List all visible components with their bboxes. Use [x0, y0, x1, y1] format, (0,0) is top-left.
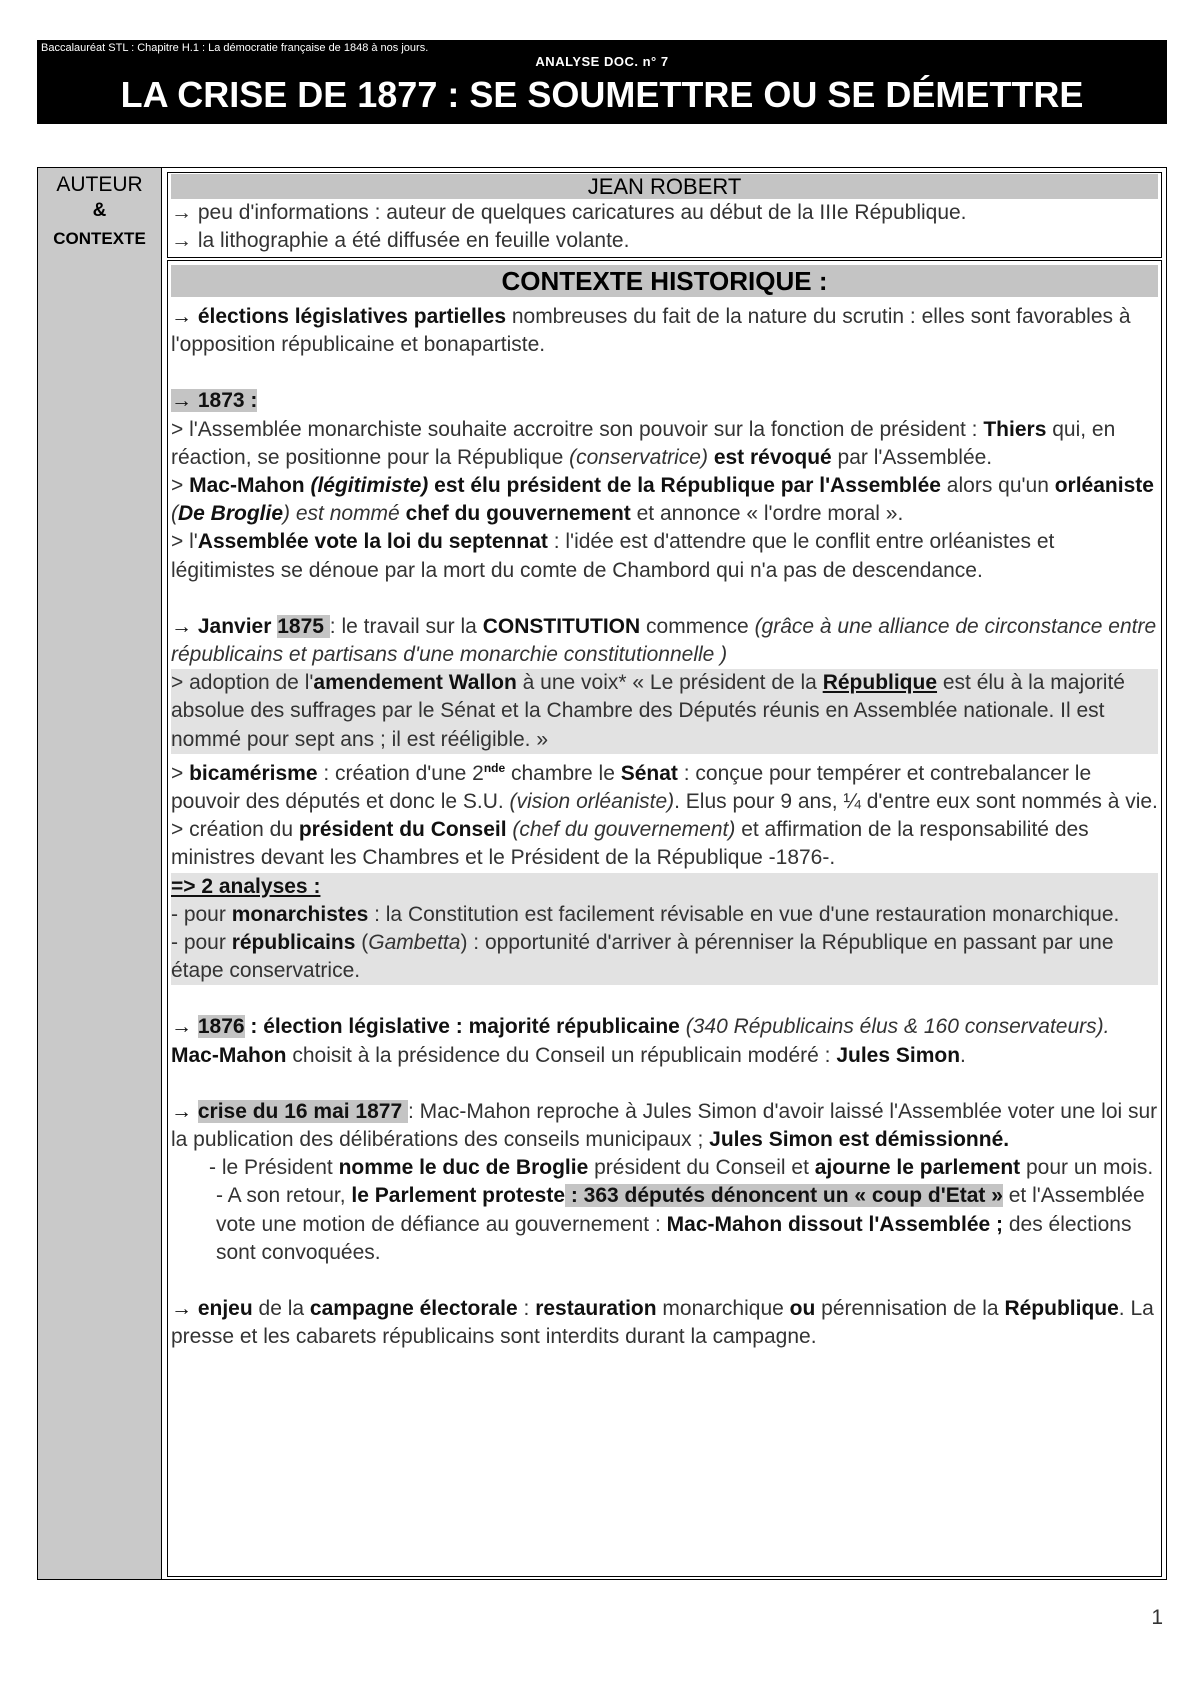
- label-context: CONTEXTE: [53, 229, 146, 248]
- campaign-stakes-paragraph: → enjeu de la campagne électorale : restauration monarchique ou pérennisation de la République. La presse et les cabarets républicains sont interdits durant la campagne.: [171, 1297, 1154, 1349]
- course-line: Baccalauréat STL : Chapitre H.1 : La démocratie française de 1848 à nos jours.: [41, 42, 429, 54]
- crisis-subpoint-parliament: - A son retour, le Parlement proteste : 363 députés dénoncent un « coup d'Etat » et l'Assemblée vote une motion de défiance au gouvernement : Mac-Mahon dissout l'Assemblée ; des élections sont convoquées.: [216, 1184, 1145, 1264]
- doc-label: ANALYSE DOC. n° 7: [535, 54, 669, 69]
- analysis-republicans: - pour républicains (Gambetta) : opportunité d'arriver à pérenniser la République en passant par une étape conservatrice.: [171, 931, 1114, 983]
- crisis-subpoint-broglie: - le Président nomme le duc de Broglie président du Conseil et ajourne le parlement pour un mois.: [209, 1156, 1154, 1180]
- author-info-line: → la lithographie a été diffusée en feuille volante.: [171, 229, 630, 252]
- historical-context-box: [167, 260, 1162, 1577]
- paragraph-bicameralism: > bicamérisme : création d'une 2nde chambre le Sénat : conçue pour tempérer et contrebalancer le pouvoir des députés et donc le S.U. (vision orléaniste). Elus pour 9 ans, ¼ d'entre eux sont nommés à vie.: [171, 760, 1158, 814]
- section-label-column: [38, 168, 162, 1579]
- page-number: 1: [1151, 1606, 1163, 1629]
- two-analyses-heading: => 2 analyses :: [171, 874, 321, 898]
- analysis-table: [37, 167, 1167, 1580]
- author-box: [167, 172, 1162, 258]
- year-1873-heading: → 1873 :: [171, 389, 258, 413]
- two-analyses-block: [171, 873, 1158, 986]
- elections-paragraph: → élections législatives partielles nombreuses du fait de la nature du scrutin : elles sont favorables à l'opposition républicaine et bonapartiste.: [171, 305, 1131, 357]
- author-name: JEAN ROBERT: [171, 174, 1158, 199]
- year-1876-paragraph: → 1876 : élection législative : majorité républicaine (340 Républicains élus & 160 conservateurs). Mac-Mahon choisit à la présidence du Conseil un républicain modéré : Jules Simon.: [171, 1015, 1110, 1067]
- document-header: [37, 40, 1167, 124]
- page-title: LA CRISE DE 1877 : SE SOUMETTRE OU SE DÉMETTRE: [120, 74, 1084, 115]
- paragraph-septennat: > l'Assemblée vote la loi du septennat : l'idée est d'attendre que le conflit entre orléanistes et légitimistes se dénoue par la mort du comte de Chambord qui n'a pas de descendance.: [171, 530, 1055, 582]
- paragraph-mac-mahon: > Mac-Mahon (légitimiste) est élu président de la République par l'Assemblée alors qu'un orléaniste (De Broglie) est nommé chef du gouvernement et annonce « l'ordre moral ».: [171, 474, 1154, 526]
- author-info-line: → peu d'informations : auteur de quelques caricatures au début de la IIIe République.: [171, 201, 967, 224]
- label-author: AUTEUR: [56, 173, 143, 196]
- paragraph-thiers: > l'Assemblée monarchiste souhaite accroitre son pouvoir sur la fonction de président : Thiers qui, en réaction, se positionne pour la République (conservatrice) est révoqué par l'Assemblée.: [171, 417, 1116, 469]
- year-1875-paragraph: → Janvier 1875 : le travail sur la CONSTITUTION commence (grâce à une alliance de circonstance entre républicains et partisans d'une monarchie constitutionnelle ): [171, 614, 1157, 667]
- label-ampersand: &: [92, 200, 107, 221]
- crisis-1877-paragraph: → crise du 16 mai 1877 : Mac-Mahon reproche à Jules Simon d'avoir laissé l'Assemblée voter une loi sur la publication des délibérations des conseils municipaux ; Jules Simon est démissionné.: [171, 1099, 1158, 1152]
- analysis-monarchists: - pour monarchistes : la Constitution est facilement révisable en vue d'une restauration monarchique.: [171, 902, 1120, 926]
- paragraph-council-president: > création du président du Conseil (chef du gouvernement) et affirmation de la responsabilité des ministres devant les Chambres et le Président de la République -1876-.: [171, 818, 1089, 870]
- context-heading: CONTEXTE HISTORIQUE :: [171, 265, 1158, 297]
- paragraph-wallon-amendment: > adoption de l'amendement Wallon à une voix* « Le président de la République est élu à la majorité absolue des suffrages par le Sénat et la Chambre des Députés réunis en Assemblée nationale. Il est nommé pour sept ans ; il est rééligible. »: [171, 669, 1158, 754]
